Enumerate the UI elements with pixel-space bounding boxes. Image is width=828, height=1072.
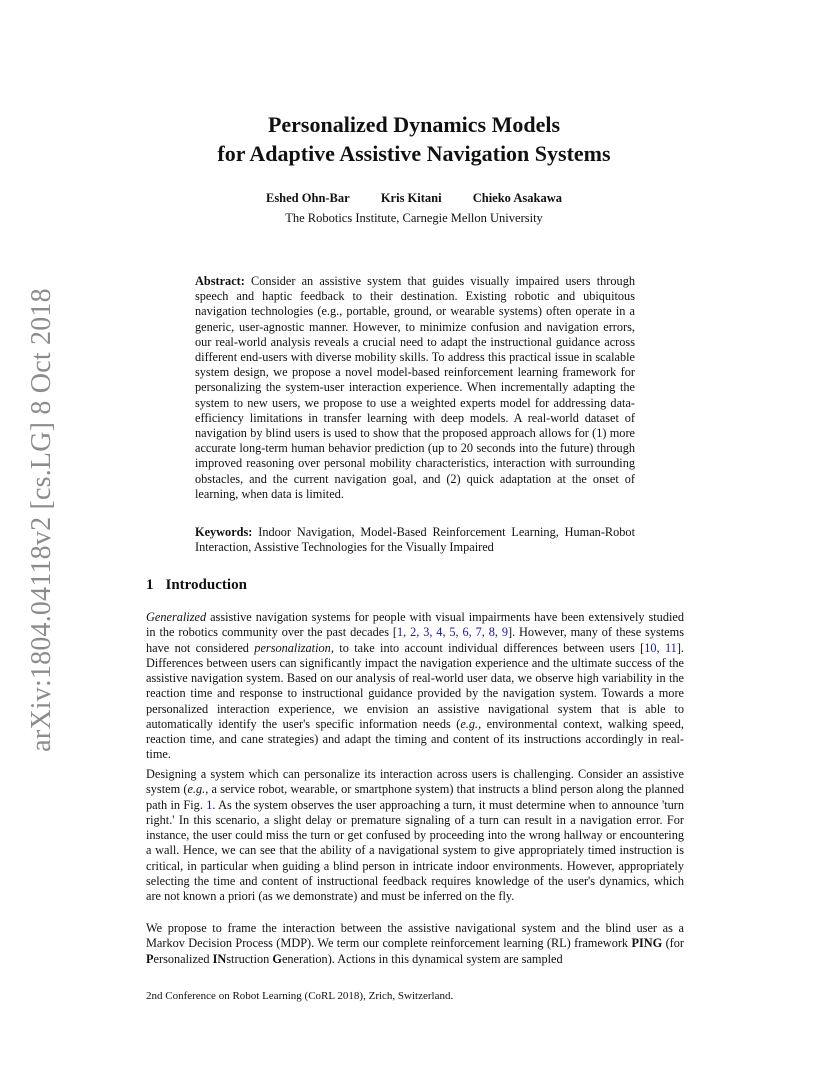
abstract-text: Consider an assistive system that guides visually impaired users through speech and haptic feedback to their destination. Existing robotic and ubiquitous navigation technologies (e.g., portable, ground, or wearable systems) often operate in a generic, user-agnostic manner. However, to minimize confusion and navigation errors, our real-world analysis reveals a crucial need to adapt the instructional guidance across different end-users with diverse mobility skills. To address this practical issue in scalable system design, we propose a novel model-based reinforcement learning framework for personalizing the system-user interaction experience. When incrementally adapting the system to new users, we propose to use a weighted experts model for addressing data-efficiency limitations in transfer learning with deep models. A real-world dataset of navigation by blind users is used to show that the proposed approach allows for (1) more accurate long-term human behavior prediction (up to 20 seconds into the future) through improved reasoning over personal mobility characteristics, interaction with surrounding obstacles, and the current navigation goal, and (2) quick adaptation at the onset of learning, when data is limited. <box>195 274 635 501</box>
abstract-label: Abstract: <box>195 274 245 288</box>
keywords-text: Indoor Navigation, Model-Based Reinforcement Learning, Human-Robot Interaction, Assistive Technologies for the Visually Impaired <box>195 525 635 555</box>
p1-text-e: environmental context, walking speed, reaction time, and cane strategies) and adapt the timing and content of its instructions accordingly in real-time. <box>146 716 684 762</box>
title-line-1: Personalized Dynamics Models <box>267 112 561 137</box>
p2-eg: e.g., <box>187 782 209 797</box>
keywords-label: Keywords: <box>195 525 253 539</box>
p3-bold-in: IN <box>212 951 227 966</box>
section-title: Introduction <box>165 577 247 593</box>
ping-acronym: PING <box>631 936 663 951</box>
p3-text-b: (for <box>662 936 685 951</box>
title-line-2: for Adaptive Assistive Navigation Systems <box>217 141 611 166</box>
affiliation: The Robotics Institute, Carnegie Mellon University <box>285 211 543 225</box>
p1-lead: Generalized <box>146 610 207 624</box>
p3-text-c: ). Actions in this dynamical system are sampled <box>327 951 563 966</box>
intro-paragraph-1 <box>146 610 684 763</box>
author-2: Kris Kitani <box>380 191 442 205</box>
p3-text-eneration: eneration <box>281 951 328 966</box>
citation-link-10-11[interactable]: 10, 11 <box>644 640 677 655</box>
conference-footer: 2nd Conference on Robot Learning (CoRL 2018), Zrich, Switzerland. <box>146 990 454 1002</box>
author-list <box>0 191 828 206</box>
p3-text-a: We propose to frame the interaction between the assistive navigational system and the blind user as a Markov Decision Process (MDP). We term our complete reinforcement learning (RL) framework <box>146 921 684 951</box>
p1-emph: personalization <box>254 640 331 655</box>
author-3: Chieko Asakawa <box>472 191 562 205</box>
p3-text-struction: struction <box>226 951 273 966</box>
keywords <box>195 525 635 555</box>
p3-bold-p: P <box>146 951 154 966</box>
p3-bold-g: G <box>272 951 282 966</box>
intro-paragraph-2 <box>146 767 684 904</box>
p2-text-a: Designing a system which can personalize its interaction across users is challenging. Consider an assistive system ( <box>146 767 684 797</box>
intro-paragraph-3 <box>146 921 684 967</box>
paper-title <box>0 110 828 168</box>
section-number: 1 <box>146 577 154 593</box>
p1-text-a: assistive navigation systems for people with visual impairments have been extensively studied in the robotics community over the past decades [ <box>146 610 684 640</box>
p2-text-c: . As the system observes the user approaching a turn, it must determine when to announce 'turn right.' In this scenario, a slight delay or premature signaling of a turn can result in a navigation error. For instance, the user could miss the turn or get confused by proceeding into the wrong hallway or encountering a wall. Hence, we can see that the ability of a navigational system to give appropriately timed instruction is critical, in particular when guiding a blind person in intricate indoor environments. However, appropriately selecting the time and content of instructional feedback requires knowledge of the user's dynamics, which are not known a priori (as we demonstrate) and must be inferred on the fly. <box>146 797 685 903</box>
p1-text-b: ]. However, many of these systems have not considered <box>146 625 684 655</box>
p1-text-c: , to take into account individual differences between users [ <box>330 640 645 655</box>
p3-text-ersonalized: ersonalized <box>153 951 213 966</box>
section-heading-introduction <box>146 577 247 594</box>
p2-text-b: a service robot, wearable, or smartphone system) that instructs a blind person along the planned path in Fig. <box>146 782 684 812</box>
arxiv-margin-stamp: arXiv:1804.04118v2 [cs.LG] 8 Oct 2018 <box>26 288 57 752</box>
figure-link-1[interactable]: 1 <box>206 797 213 812</box>
p1-text-d: ]. Differences between users can significantly impact the navigation experience and the ultimate success of the assistive navigation system. Based on our analysis of real-world user data, we observe high variability in the reaction time and response to instructional guidance provided by the navigation system. Towards a more personalized interaction experience, we envision an assistive navigational system that is able to automatically identify the user's specific information needs ( <box>146 640 684 731</box>
citation-link-1-9[interactable]: 1, 2, 3, 4, 5, 6, 7, 8, 9 <box>396 625 508 640</box>
abstract <box>195 274 635 502</box>
author-1: Eshed Ohn-Bar <box>265 191 350 205</box>
p1-eg: e.g., <box>460 716 482 731</box>
